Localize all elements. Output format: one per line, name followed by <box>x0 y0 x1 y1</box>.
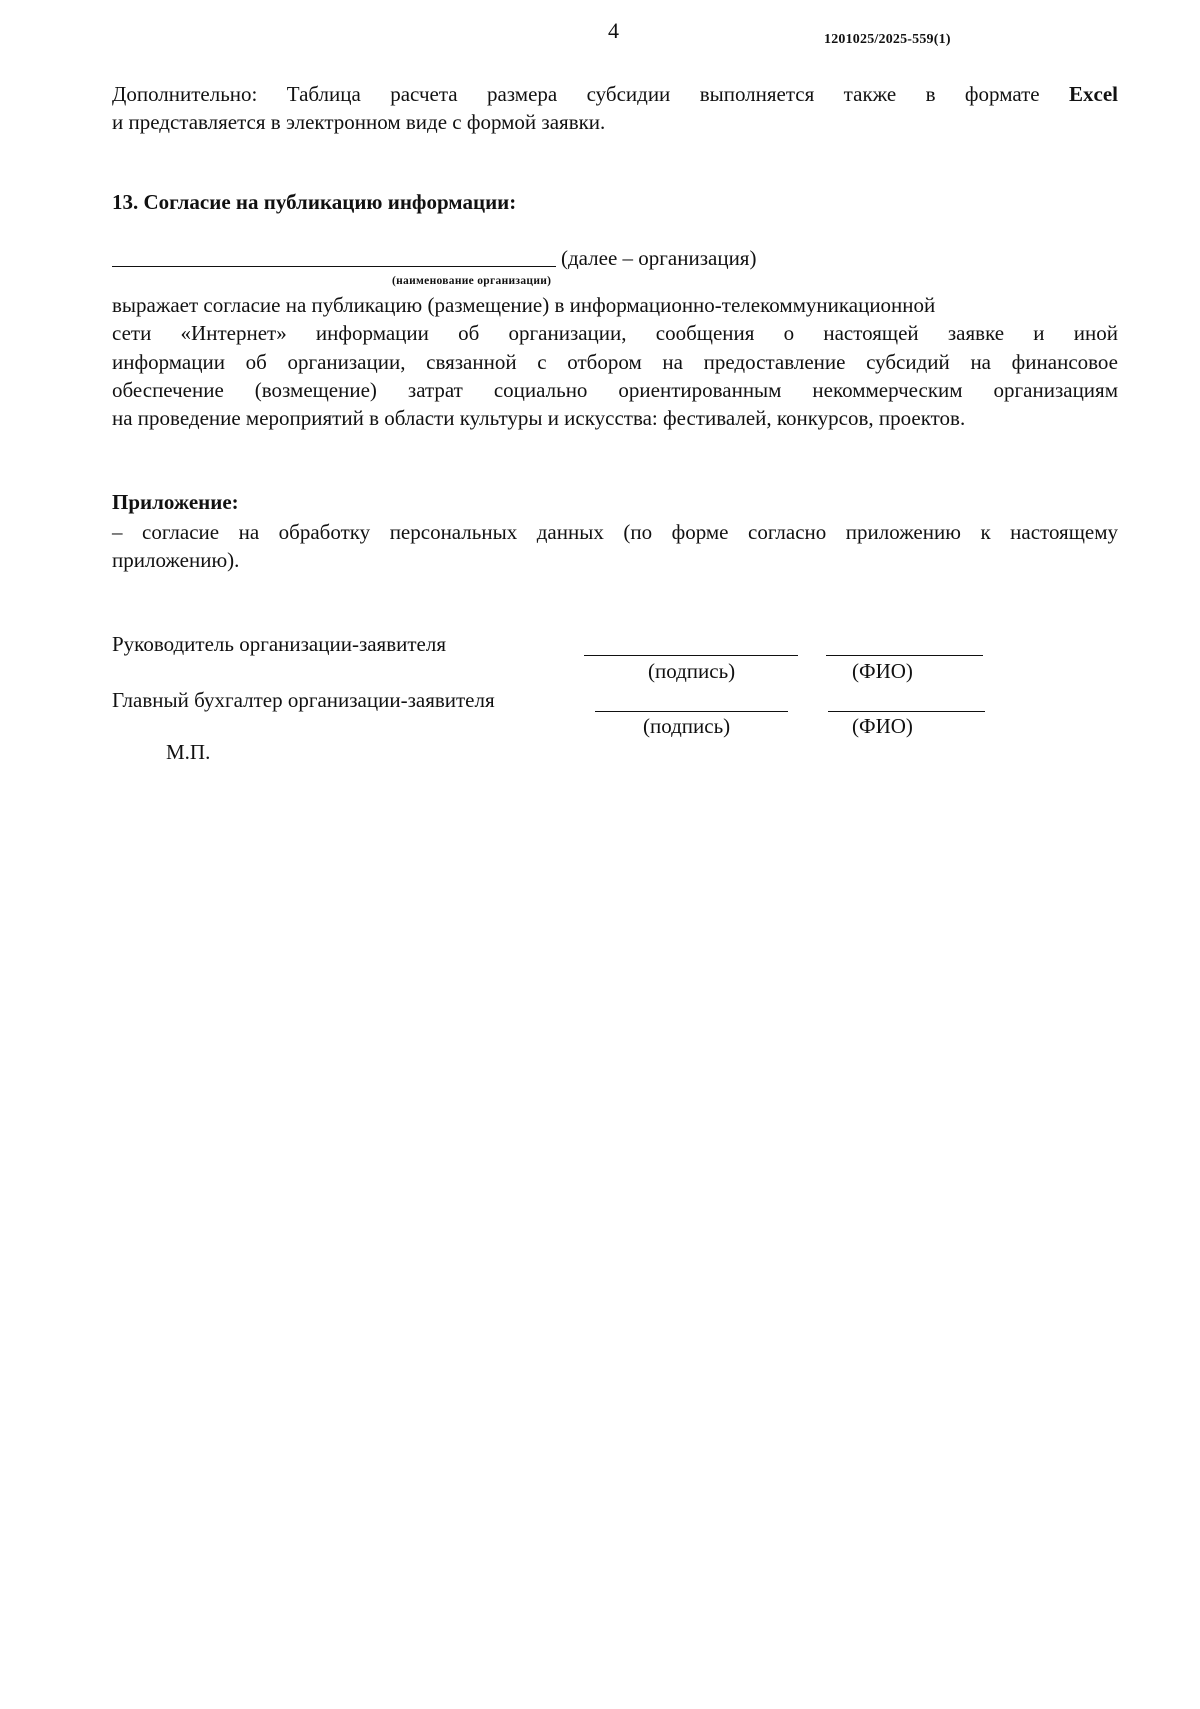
appendix-item-line: – согласие на обработку персональных данных (по форме согласно приложению к настоящему <box>112 520 1118 544</box>
organization-name-caption: (наименование организации) <box>392 275 552 287</box>
organization-suffix: (далее – организация) <box>561 246 757 270</box>
head-name-caption: (ФИО) <box>852 659 913 683</box>
accountant-signer-label: Главный бухгалтер организации-заявителя <box>112 688 495 712</box>
accountant-name-line <box>828 711 985 712</box>
intro-line-1 <box>112 80 1118 108</box>
appendix-item-line: приложению). <box>112 548 240 572</box>
accountant-signature-line <box>595 711 788 712</box>
head-signature-line <box>584 655 798 656</box>
accountant-signature-caption: (подпись) <box>643 714 731 738</box>
head-signer-label: Руководитель организации-заявителя <box>112 632 447 656</box>
intro-line-1-text: Дополнительно: Таблица расчета размера субсидии выполняется также в формате <box>112 82 1040 106</box>
stamp-placeholder: М.П. <box>166 740 211 764</box>
consent-line: на проведение мероприятий в области культуры и искусства: фестивалей, конкурсов, проектов. <box>112 406 966 430</box>
consent-line: сети «Интернет» информации об организации, сообщения о настоящей заявке и иной <box>112 321 1118 345</box>
intro-line-2: и представляется в электронном виде с формой заявки. <box>112 110 606 134</box>
document-code: 1201025/2025-559(1) <box>824 32 951 47</box>
head-signature-caption: (подпись) <box>648 659 736 683</box>
page-number: 4 <box>608 18 619 43</box>
consent-line: обеспечение (возмещение) затрат социально ориентированным некоммерческим организациям <box>112 378 1118 402</box>
organization-name-field-line <box>112 266 556 267</box>
appendix-heading: Приложение: <box>112 490 239 514</box>
section-13-heading: 13. Согласие на публикацию информации: <box>112 190 517 214</box>
accountant-name-caption: (ФИО) <box>852 714 913 738</box>
consent-line: выражает согласие на публикацию (размещение) в информационно-телекоммуникационной <box>112 293 936 317</box>
consent-line: информации об организации, связанной с отбором на предоставление субсидий на финансовое <box>112 350 1118 374</box>
excel-format-label: Excel <box>1069 82 1119 106</box>
head-name-line <box>826 655 983 656</box>
